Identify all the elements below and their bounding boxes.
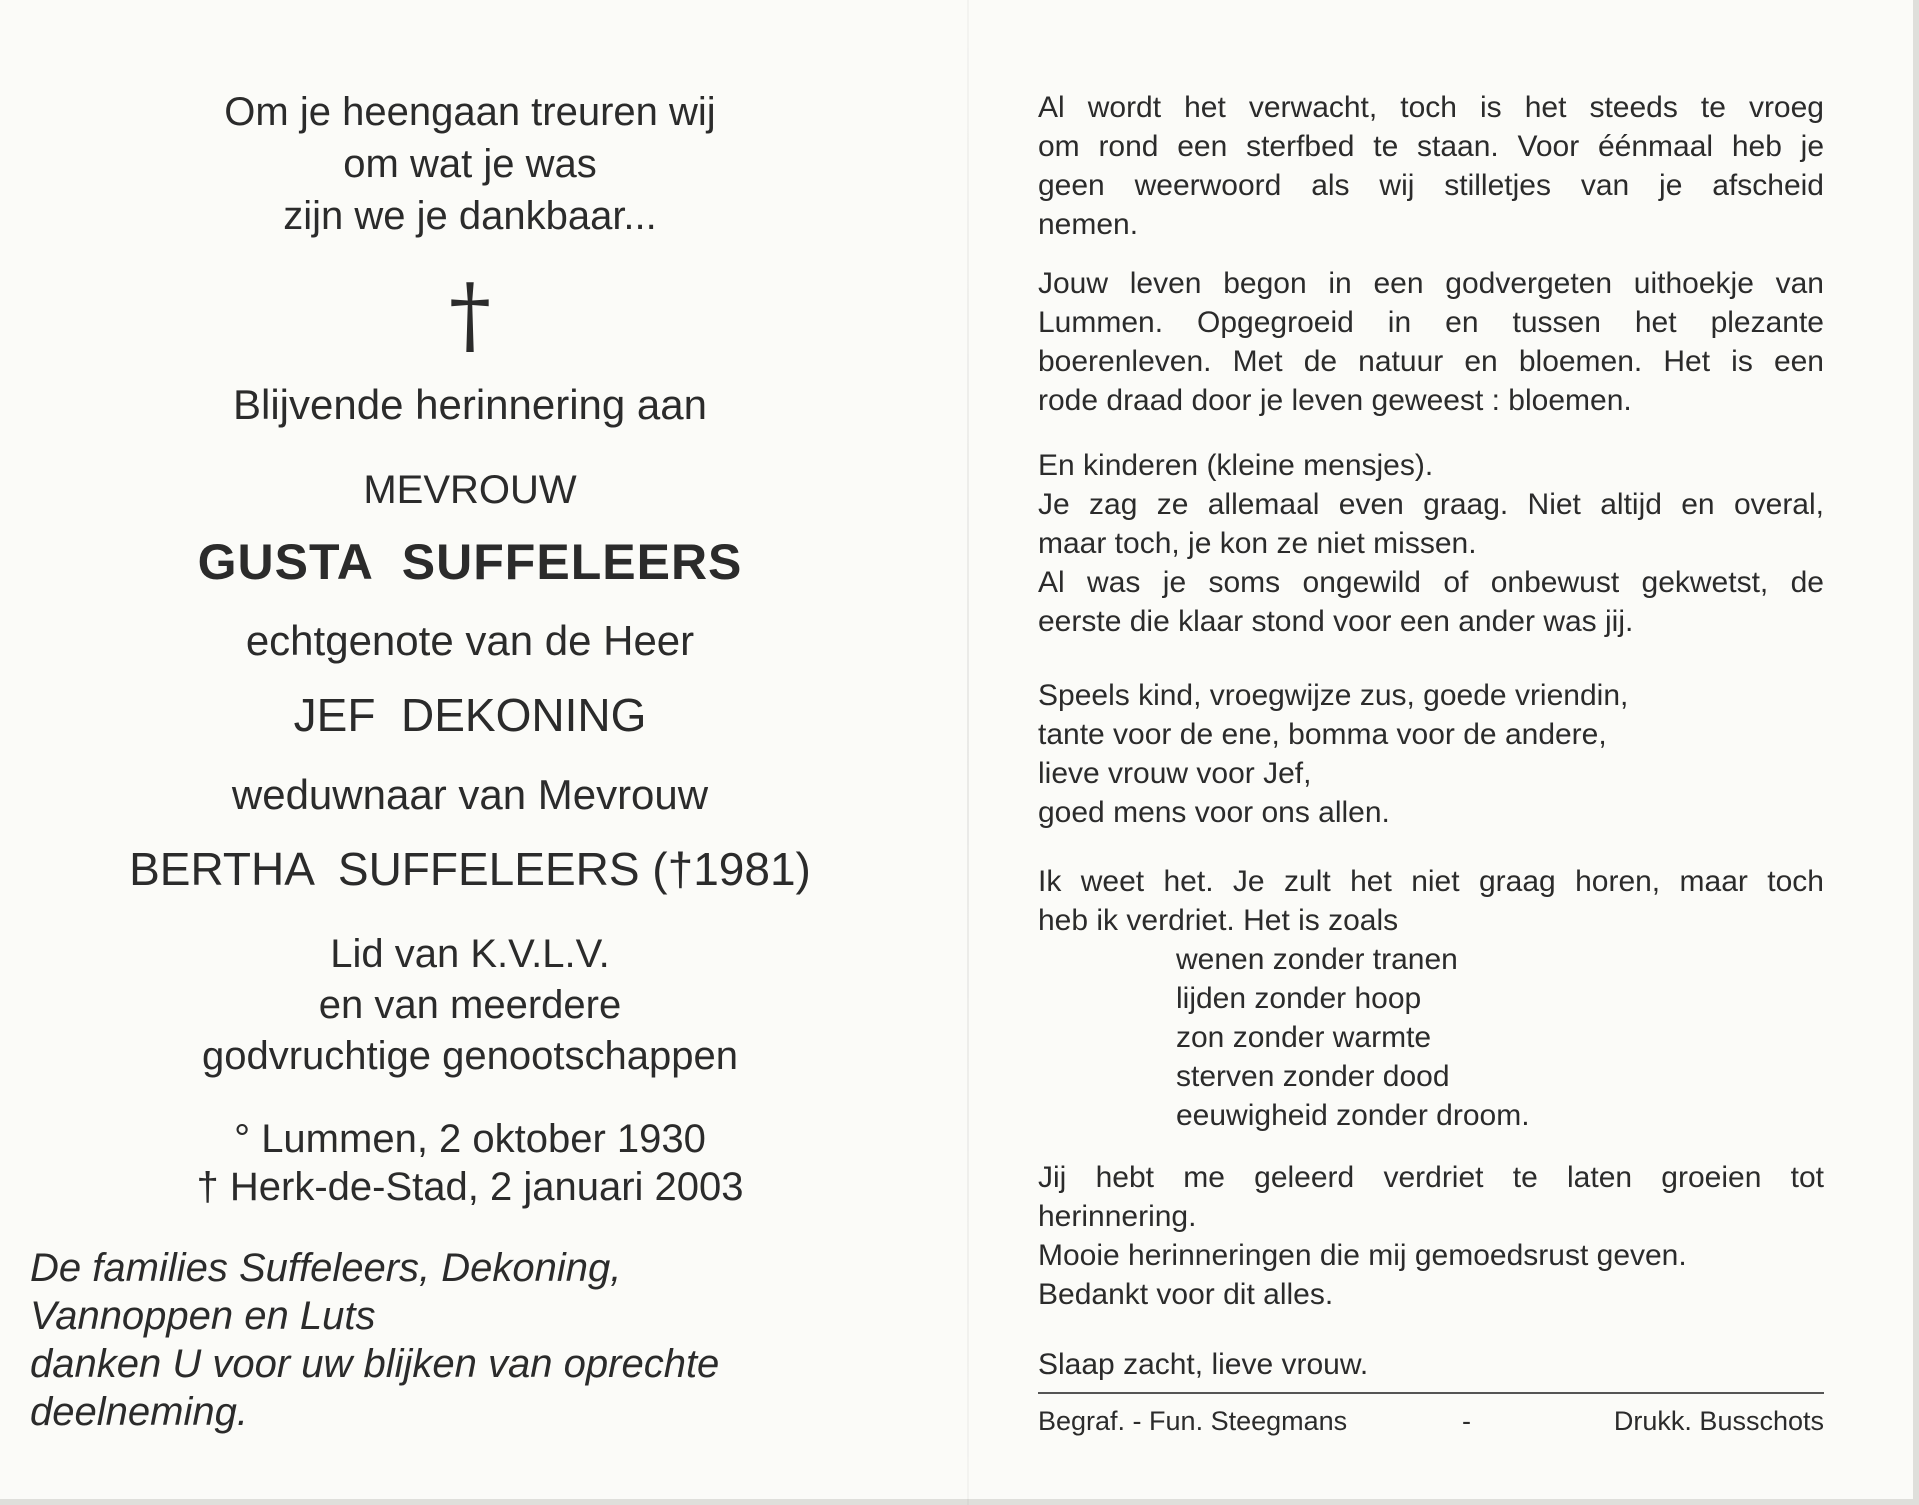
text-line: tante voor de ene, bomma voor de andere,	[1038, 718, 1607, 751]
text-line: herinnering.	[1038, 1200, 1197, 1233]
spouse-name: JEF DEKONING	[293, 689, 647, 741]
paragraph-4	[1038, 676, 1824, 832]
indented-line: zon zonder warmte	[1176, 1021, 1432, 1054]
text-line: Al was je soms ongewild of onbewust gekwetst, de	[1038, 566, 1824, 599]
opening-verse	[60, 86, 880, 242]
title-mevrouw: MEVROUW	[363, 468, 577, 512]
funeral-home: Begraf. - Fun. Steegmans	[1038, 1406, 1348, 1436]
text-line: Al wordt het verwacht, toch is het steeds te vroeg	[1038, 91, 1824, 124]
text-line: geen weerwoord als wij stilletjes van je afscheid	[1038, 169, 1824, 202]
paragraph-3	[1038, 446, 1824, 641]
thanks-line: Vannoppen en Luts	[30, 1294, 376, 1338]
closing-paragraph	[1038, 1345, 1824, 1384]
thanks-line: deelneming.	[30, 1390, 248, 1434]
verse-line: zijn we je dankbaar...	[283, 194, 657, 238]
printer-name: Drukk. Busschots	[1613, 1406, 1824, 1436]
text-line: eerste die klaar stond voor een ander was jij.	[1038, 605, 1634, 638]
text-line: boerenleven. Met de natuur en bloemen. Het is een	[1038, 345, 1824, 378]
family-thanks	[30, 1244, 870, 1436]
widow-intro: weduwnaar van Mevrouw	[231, 771, 709, 818]
membership-line: godvruchtige genootschappen	[202, 1034, 738, 1078]
text-line: Jouw leven begon in een godvergeten uithoekje van	[1038, 267, 1824, 300]
text-line: maar toch, je kon ze niet missen.	[1038, 527, 1477, 560]
paragraph-1	[1038, 88, 1824, 244]
indented-line: eeuwigheid zonder droom.	[1176, 1099, 1530, 1132]
indented-line: lijden zonder hoop	[1176, 982, 1422, 1015]
paragraph-6	[1038, 1158, 1824, 1314]
cross-icon: †	[449, 266, 491, 364]
memorial-heading: Blijvende herinnering aan	[233, 381, 707, 428]
membership-line: en van meerdere	[318, 983, 622, 1027]
text-line: Bedankt voor dit alles.	[1038, 1278, 1334, 1311]
thanks-line: danken U voor uw blijken van oprechte	[30, 1342, 720, 1386]
text-line: heb ik verdriet. Het is zoals	[1038, 904, 1399, 937]
card-fold	[967, 0, 969, 1505]
verse-line: om wat je was	[343, 142, 597, 186]
paragraph-2	[1038, 264, 1824, 420]
death-info: † Herk-de-Stad, 2 januari 2003	[196, 1165, 744, 1209]
text-line: Je zag ze allemaal even graag. Niet altijd en overal,	[1038, 488, 1824, 521]
text-line: En kinderen (kleine mensjes).	[1038, 449, 1434, 482]
indented-line: wenen zonder tranen	[1176, 943, 1458, 976]
deceased-name: GUSTA SUFFELEERS	[197, 534, 743, 590]
membership-line: Lid van K.V.L.V.	[330, 932, 610, 976]
text-line: lieve vrouw voor Jef,	[1038, 757, 1312, 790]
text-line: Lummen. Opgegroeid in en tussen het plezante	[1038, 306, 1824, 339]
birth-info: ° Lummen, 2 oktober 1930	[234, 1117, 706, 1161]
footer-separator: -	[1462, 1406, 1471, 1436]
text-line: goed mens voor ons allen.	[1038, 796, 1390, 829]
verse-line: Om je heengaan treuren wij	[224, 90, 716, 134]
text-line: rode draad door je leven geweest : bloemen.	[1038, 384, 1632, 417]
closing-line: Slaap zacht, lieve vrouw.	[1038, 1348, 1369, 1381]
text-line: Ik weet het. Je zult het niet graag horen, maar toch	[1038, 865, 1824, 898]
paragraph-5	[1038, 862, 1824, 1135]
text-line: Speels kind, vroegwijze zus, goede vriendin,	[1038, 679, 1629, 712]
text-line: Jij hebt me geleerd verdriet te laten groeien tot	[1038, 1161, 1824, 1194]
text-line: nemen.	[1038, 208, 1139, 241]
text-line: Mooie herinneringen die mij gemoedsrust geven.	[1038, 1239, 1687, 1272]
spouse-intro: echtgenote van de Heer	[245, 617, 695, 664]
text-line: om rond een sterfbed te staan. Voor éénmaal heb je	[1038, 130, 1824, 163]
footer-divider	[1038, 1392, 1824, 1394]
thanks-line: De families Suffeleers, Dekoning,	[30, 1246, 622, 1290]
widow-name: BERTHA SUFFELEERS (†1981)	[129, 843, 811, 895]
indented-line: sterven zonder dood	[1176, 1060, 1450, 1093]
